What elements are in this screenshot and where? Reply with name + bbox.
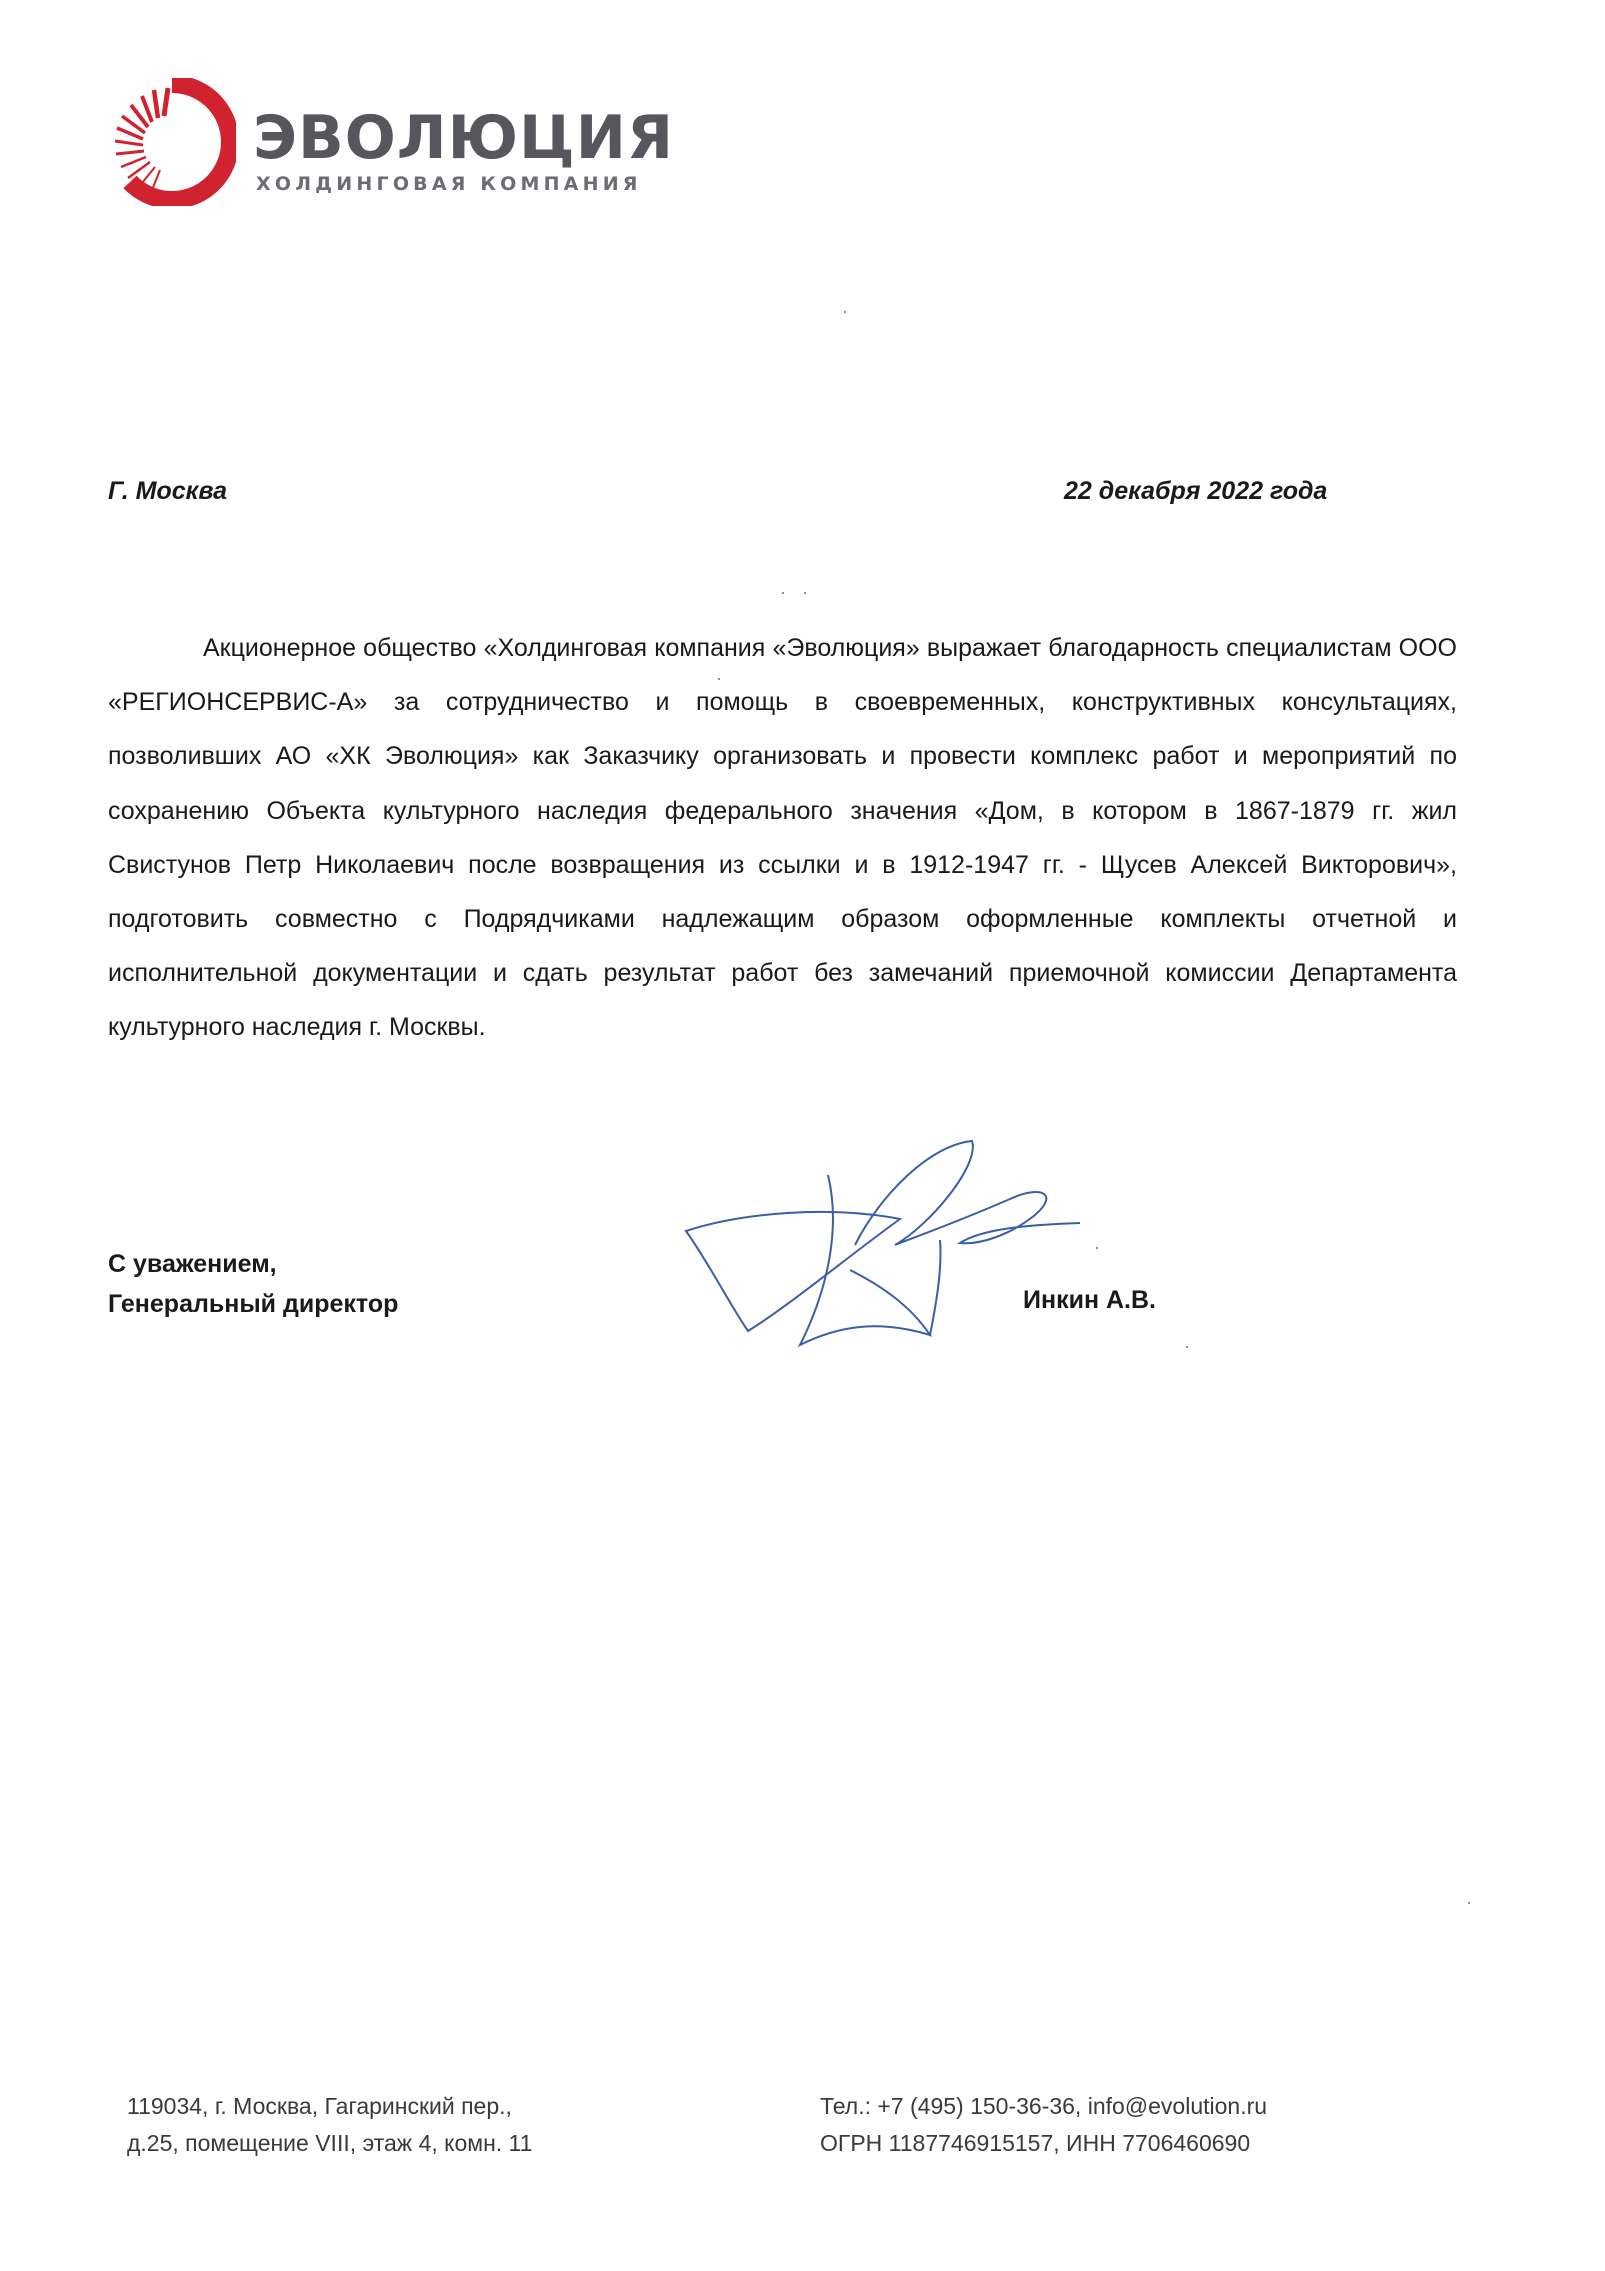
evolution-logo-icon bbox=[108, 78, 236, 206]
scan-speck bbox=[782, 592, 784, 594]
signer-position: Генеральный директор bbox=[108, 1290, 399, 1318]
scan-speck bbox=[1096, 1247, 1098, 1249]
company-name: ЭВОЛЮЦИЯ bbox=[253, 103, 675, 173]
footer-address bbox=[127, 2088, 532, 2162]
footer-address-line: 119034, г. Москва, Гагаринский пер., bbox=[127, 2093, 512, 2119]
footer-address-line: д.25, помещение VIII, этаж 4, комн. 11 bbox=[127, 2130, 533, 2156]
scan-speck bbox=[718, 678, 720, 680]
letter-body: Акционерное общество «Холдинговая компания «Эволюция» выражает благодарность специалистам ООО «РЕГИОНСЕРВИС-А» за сотрудничество и помощь в своевременных, конструктивных консультациях, позволивших АО «ХК Эволюция» как Заказчику организовать и провести комплекс работ и мероприятий по сохранению Объекта культурного наследия федерального значения «Дом, в котором в 1867-1879 гг. жил Свистунов Петр Николаевич после возвращения из ссылки и в 1912-1947 гг. - Щусев Алексей Викторович», подготовить совместно с Подрядчиками надлежащим образом оформленные комплекты отчетной и исполнительной документации и сдать результат работ без замечаний приемочной комиссии Департамента культурного наследия г. Москвы. bbox=[108, 634, 1457, 1042]
signer-name: Инкин А.В. bbox=[1023, 1286, 1156, 1314]
scan-speck bbox=[804, 592, 806, 594]
company-logo bbox=[108, 78, 675, 218]
company-subtitle: ХОЛДИНГОВАЯ КОМПАНИЯ bbox=[256, 173, 642, 195]
handwritten-signature bbox=[680, 1135, 1100, 1355]
scan-speck bbox=[1186, 1346, 1188, 1348]
letter-city: Г. Москва bbox=[108, 477, 228, 505]
footer-registration-line: ОГРН 1187746915157, ИНН 7706460690 bbox=[820, 2130, 1251, 2156]
footer-contact-line: Тел.: +7 (495) 150-36-36, info@evolution.ru bbox=[820, 2093, 1268, 2119]
scan-speck bbox=[1468, 1902, 1470, 1904]
scan-speck bbox=[844, 311, 846, 313]
closing-salutation: С уважением, bbox=[108, 1250, 277, 1278]
closing-block bbox=[108, 1244, 398, 1324]
letter-date: 22 декабря 2022 года bbox=[1064, 477, 1328, 505]
footer-contacts bbox=[820, 2088, 1267, 2162]
